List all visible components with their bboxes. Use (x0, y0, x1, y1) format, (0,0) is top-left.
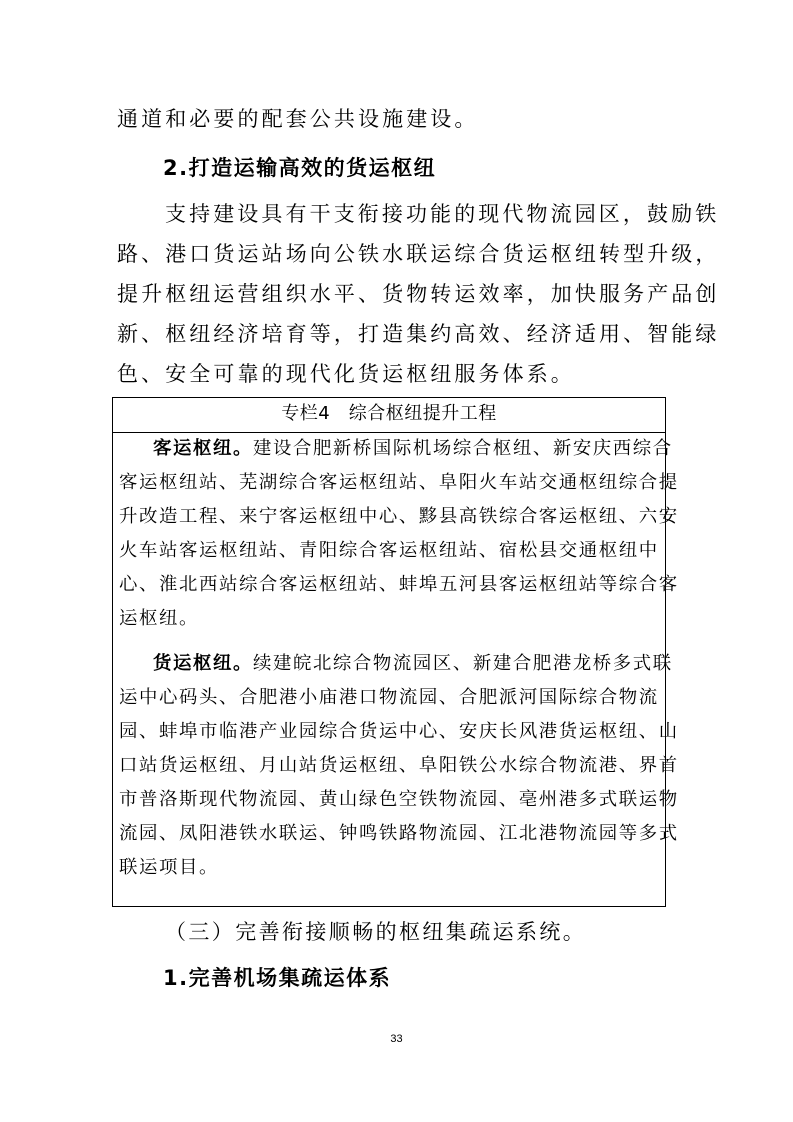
box-text: 客运枢纽站、芜湖综合客运枢纽站、阜阳火车站交通枢纽综合提 (119, 472, 679, 493)
paragraph-line: 通道和必要的配套公共设施建设。 (117, 107, 479, 131)
paragraph-line: 提升枢纽运营组织水平、货物转运效率，加快服务产品创 (117, 282, 720, 306)
box-text: 续建皖北综合物流园区、新建合肥港龙桥多式联 (252, 653, 673, 674)
box-text: 市普洛斯现代物流园、黄山绿色空铁物流园、亳州港多式联运物 (119, 789, 679, 810)
box-text: 火车站客运枢纽站、青阳综合客运枢纽站、宿松县交通枢纽中 (119, 540, 659, 561)
freight-hub-label: 货运枢纽。 (153, 653, 253, 674)
feature-box (112, 397, 679, 907)
section-heading: 1.完善机场集疏运体系 (163, 966, 392, 990)
box-text: 园、蚌埠市临港产业园综合货运中心、安庆长风港货运枢纽、山 (119, 721, 679, 742)
paragraph-line: 支持建设具有干支衔接功能的现代物流园区，鼓励铁 (165, 202, 720, 226)
box-paragraph-first-line (153, 437, 673, 461)
section-heading: 2.打造运输高效的货运枢纽 (163, 156, 437, 180)
page-number: 33 (390, 1033, 403, 1045)
box-text: 运中心码头、合肥港小庙港口物流园、合肥派河国际综合物流 (119, 687, 659, 708)
paragraph-line: 路、港口货运站场向公铁水联运综合货运枢纽转型升级， (117, 242, 720, 266)
box-text: 升改造工程、来宁客运枢纽中心、黟县高铁综合客运枢纽、六安 (119, 506, 679, 527)
paragraph-line: 新、枢纽经济培育等，打造集约高效、经济适用、智能绿 (117, 322, 720, 346)
box-text: 心、淮北西站综合客运枢纽站、蚌埠五河县客运枢纽站等综合客 (119, 574, 679, 595)
box-text: 建设合肥新桥国际机场综合枢纽、新安庆西综合 (252, 438, 673, 459)
box-text: 运枢纽。 (119, 608, 199, 629)
paragraph-line: 色、安全可靠的现代化货运枢纽服务体系。 (117, 362, 575, 386)
feature-box-title: 专栏4 综合枢纽提升工程 (113, 398, 665, 433)
box-text: 联运项目。 (119, 857, 219, 878)
box-text: 流园、凤阳港铁水联运、钟鸣铁路物流园、江北港物流园等多式 (119, 823, 679, 844)
subsection-title: （三）完善衔接顺畅的枢纽集疏运系统。 (165, 920, 587, 944)
box-paragraph-first-line (153, 652, 673, 676)
box-text: 口站货运枢纽、月山站货运枢纽、阜阳铁公水综合物流港、界首 (119, 755, 679, 776)
passenger-hub-label: 客运枢纽。 (153, 438, 253, 459)
